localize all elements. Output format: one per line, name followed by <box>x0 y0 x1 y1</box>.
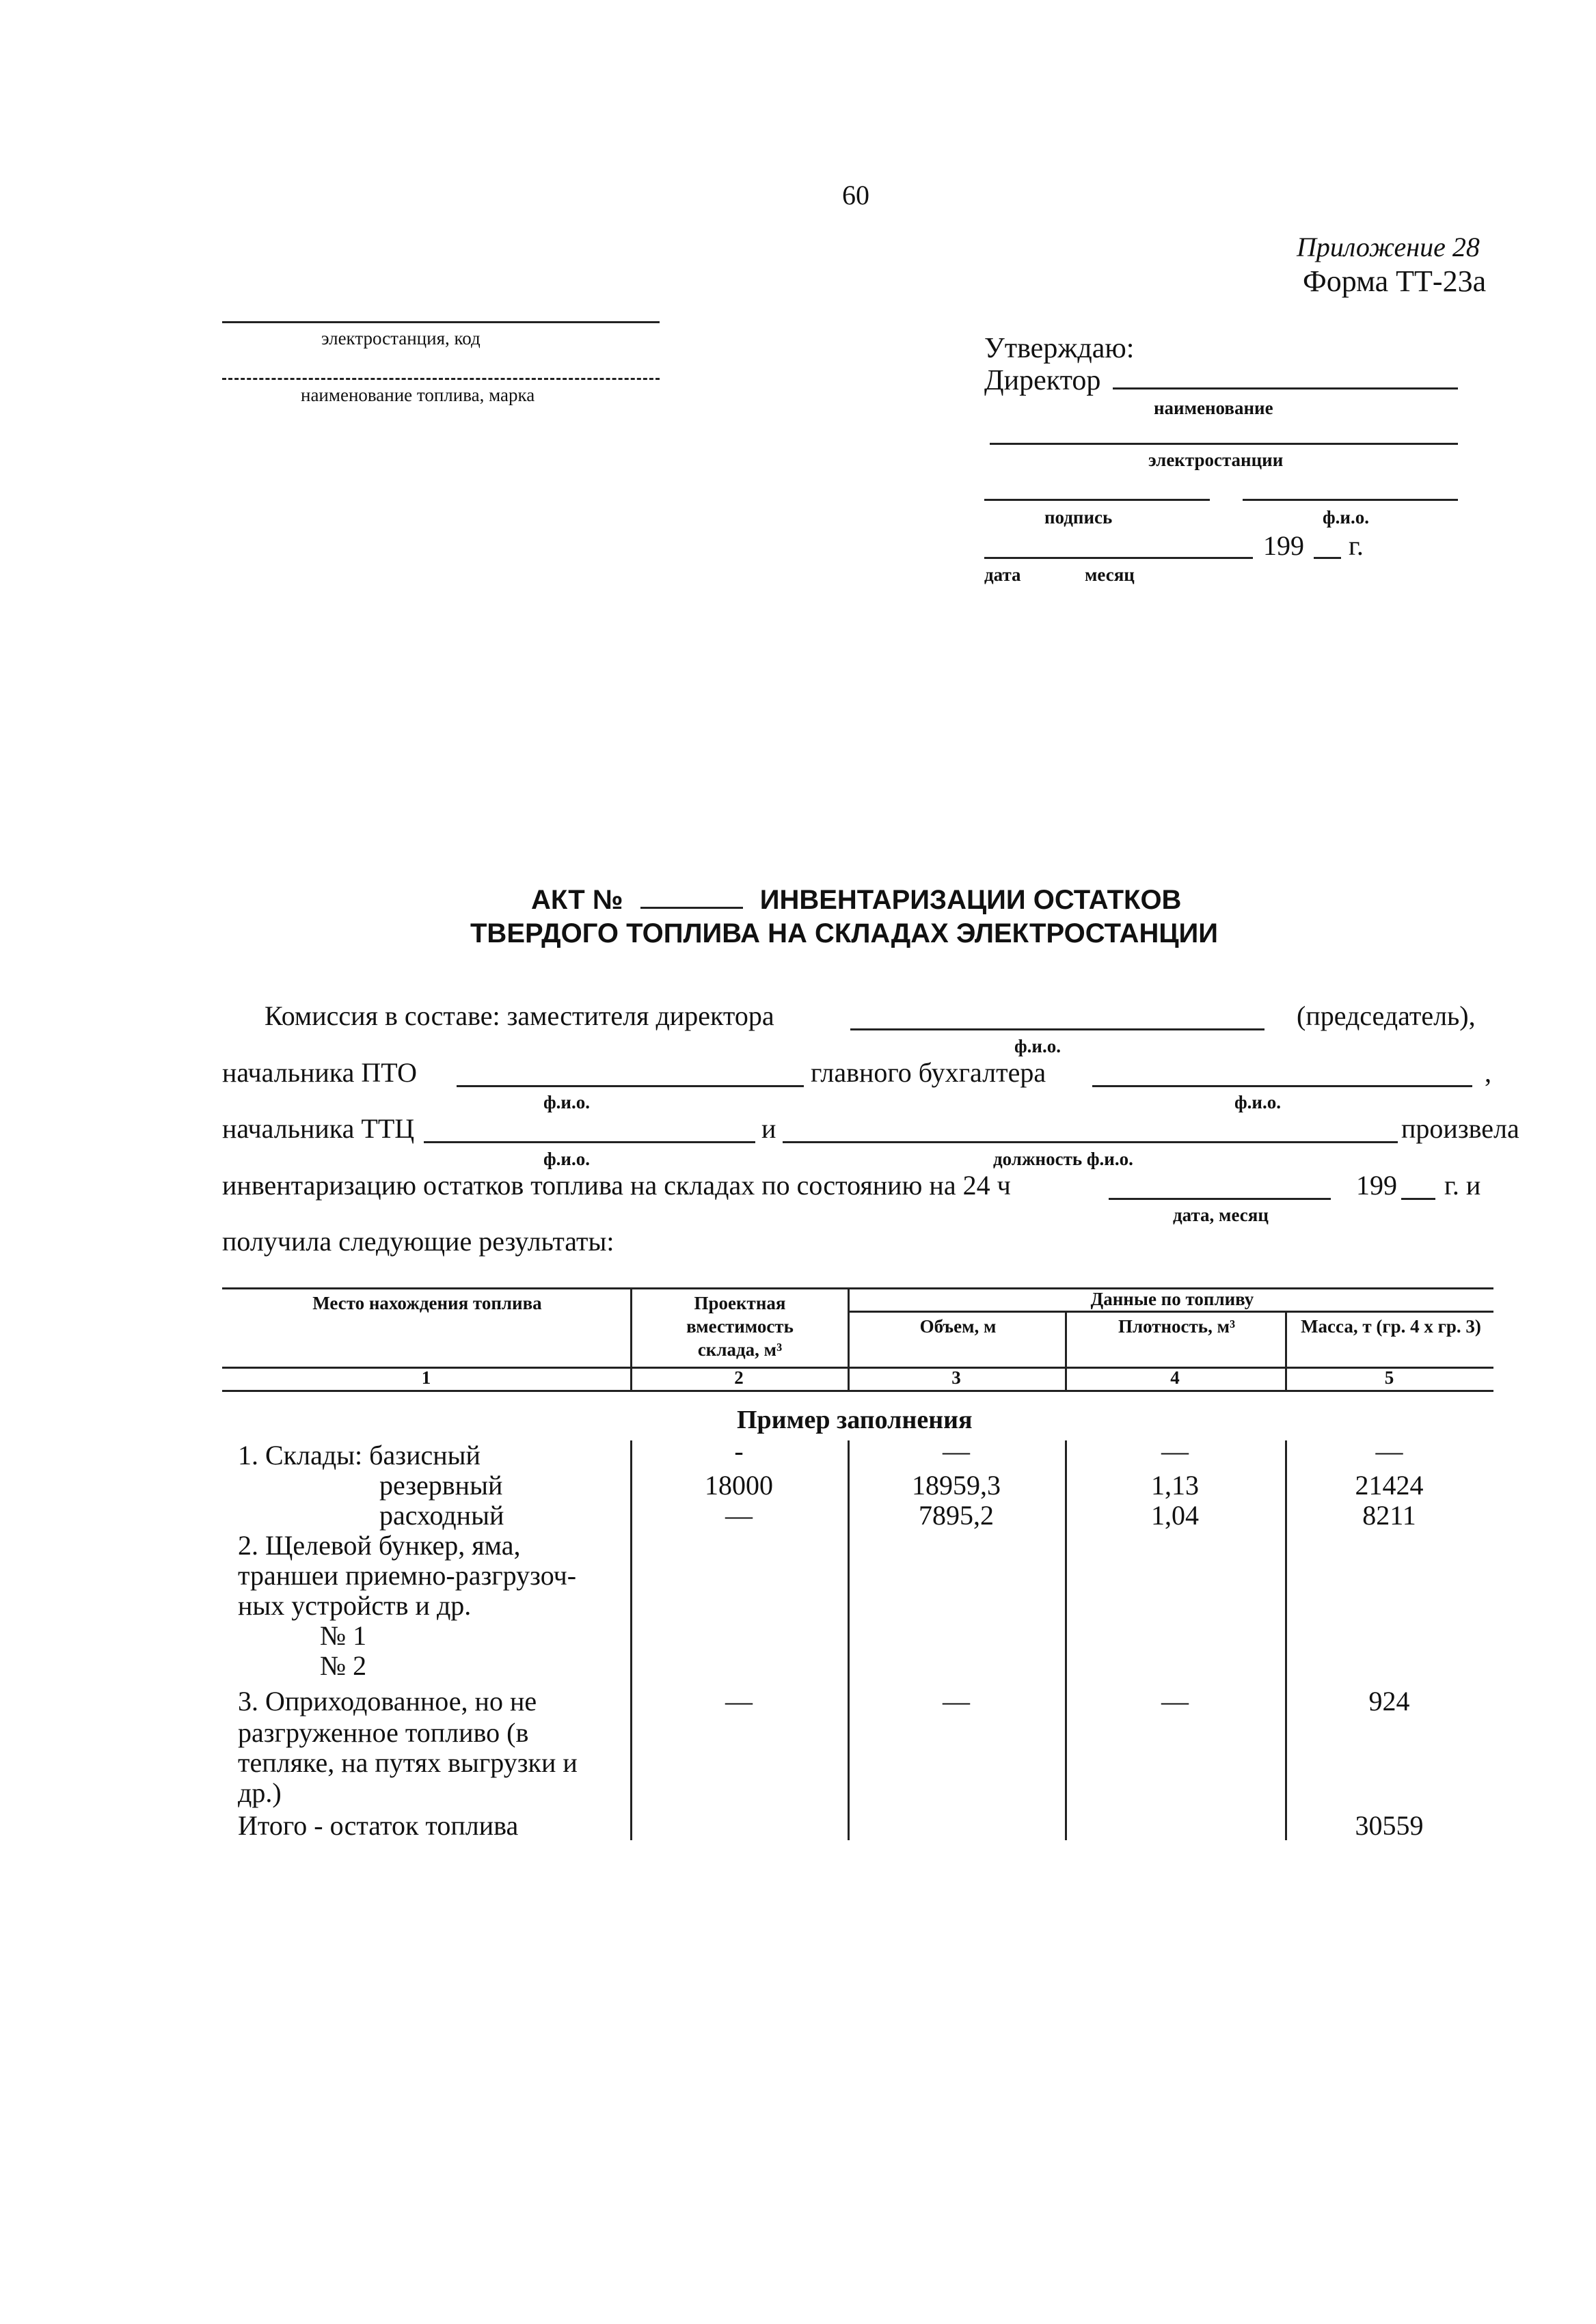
title-prefix: АКТ № <box>531 885 623 915</box>
fuel-line <box>222 378 660 380</box>
year-suffix: г. <box>1349 530 1364 561</box>
total-label: Итого - остаток топлива <box>238 1810 519 1841</box>
ttc-fio-caption: ф.и.о. <box>543 1149 590 1169</box>
total-mass: 30559 <box>1355 1810 1424 1841</box>
col3-header: Объем, м <box>919 1316 997 1337</box>
row-capacity: 18000 <box>705 1470 773 1501</box>
accountant-line <box>1092 1085 1472 1087</box>
row-density: 1,04 <box>1151 1500 1199 1531</box>
row-8-label: № 2 <box>320 1650 367 1681</box>
row-mass: 924 <box>1368 1686 1410 1717</box>
inventory-text: инвентаризацию остатков топлива на складах по состоянию на 24 ч <box>222 1170 1011 1201</box>
name-caption: наименование <box>1154 398 1273 418</box>
commission-text: Комиссия в составе: заместителя директора <box>265 1000 774 1031</box>
ttc-label: начальника ТТЦ <box>222 1113 415 1144</box>
title-suffix: ИНВЕНТАРИЗАЦИИ ОСТАТКОВ <box>759 885 1182 915</box>
colnum-2: 2 <box>734 1367 744 1388</box>
inventory-year: 199 <box>1356 1170 1397 1201</box>
chair-line <box>850 1028 1264 1030</box>
approve-label: Утверждаю: <box>984 333 1135 364</box>
station-caption: электростанции <box>1148 450 1284 470</box>
director-label: Директор <box>984 365 1101 396</box>
position-line <box>783 1141 1398 1143</box>
row-density: — <box>1161 1436 1189 1466</box>
act-number-blank <box>640 907 743 909</box>
row-mass: — <box>1375 1436 1403 1466</box>
row-7-label: № 1 <box>320 1620 367 1651</box>
year-text: 199 <box>1263 530 1304 561</box>
chair-fio-caption: ф.и.о. <box>1014 1036 1061 1056</box>
position-fio-caption: должность ф.и.о. <box>993 1149 1133 1169</box>
row-label: расходный <box>379 1500 504 1531</box>
title-line1 <box>531 885 1181 916</box>
row-12-label: др.) <box>238 1777 282 1808</box>
year-line <box>1314 557 1341 559</box>
accountant-fio-caption: ф.и.о. <box>1234 1092 1281 1112</box>
chair-label: (председатель), <box>1297 1000 1476 1031</box>
group-underline <box>848 1311 1493 1313</box>
col4-header: Плотность, м³ <box>1118 1316 1236 1337</box>
inventory-suffix: г. и <box>1444 1170 1481 1201</box>
colnum-4: 4 <box>1170 1367 1180 1388</box>
col1-header: Место нахождения топлива <box>312 1293 542 1313</box>
date-month-caption: дата, месяц <box>1173 1205 1269 1225</box>
row-5-label: траншеи приемно-разгрузоч- <box>238 1560 577 1591</box>
station-name-line <box>990 443 1458 445</box>
comma: , <box>1485 1057 1491 1088</box>
example-heading: Пример заполнения <box>737 1406 973 1434</box>
row-label: 3. Оприходованное, но не <box>238 1686 537 1717</box>
pto-label: начальника ПТО <box>222 1057 418 1088</box>
colnums-bottom-line <box>222 1390 1493 1392</box>
colnum-5: 5 <box>1384 1367 1394 1388</box>
fuel-caption: наименование топлива, марка <box>301 385 535 405</box>
row-capacity: — <box>725 1686 753 1717</box>
row-10-label: разгруженное топливо (в <box>238 1717 529 1748</box>
col5-header: Масса, т (гр. 4 х гр. 3) <box>1301 1316 1481 1337</box>
row-volume: — <box>943 1436 970 1466</box>
row-capacity: - <box>734 1436 744 1466</box>
date-line <box>984 557 1253 559</box>
title-line2: ТВЕРДОГО ТОПЛИВА НА СКЛАДАХ ЭЛЕКТРОСТАНЦИИ <box>470 918 1219 948</box>
station-code-line <box>222 321 660 323</box>
row-mass: 21424 <box>1355 1470 1424 1501</box>
ttc-line <box>424 1141 755 1143</box>
row-mass: 8211 <box>1362 1500 1416 1531</box>
fio-caption: ф.и.о. <box>1323 507 1369 528</box>
group-header: Данные по топливу <box>1090 1289 1254 1309</box>
month-caption: месяц <box>1085 564 1135 585</box>
inventory-year-line <box>1401 1198 1435 1200</box>
row-density: 1,13 <box>1151 1470 1199 1501</box>
row-capacity: — <box>725 1500 753 1531</box>
colnum-1: 1 <box>421 1367 431 1388</box>
row-label: 1. Склады: базисный <box>238 1440 481 1471</box>
performed-label: произвела <box>1401 1113 1519 1144</box>
pto-fio-caption: ф.и.о. <box>543 1092 590 1112</box>
signature-line <box>984 499 1210 501</box>
director-name-line <box>1113 387 1458 389</box>
row-volume: — <box>943 1686 970 1717</box>
inventory-date-line <box>1109 1198 1331 1200</box>
results-text: получила следующие результаты: <box>222 1226 614 1257</box>
row-label: резервный <box>379 1470 503 1501</box>
row-volume: 18959,3 <box>912 1470 1001 1501</box>
row-4-label: 2. Щелевой бункер, яма, <box>238 1530 521 1561</box>
appendix-label: Приложение 28 <box>1297 232 1480 262</box>
row-volume: 7895,2 <box>919 1500 994 1531</box>
col2-header: Проектная вместимость склада, м³ <box>686 1293 794 1360</box>
accountant-label: главного бухгалтера <box>811 1057 1046 1088</box>
pto-line <box>457 1085 804 1087</box>
fio-line <box>1243 499 1458 501</box>
row-density: — <box>1161 1686 1189 1717</box>
station-code-caption: электростанция, код <box>321 328 481 348</box>
and-label: и <box>761 1113 776 1144</box>
date-caption: дата <box>984 564 1021 585</box>
row-11-label: тепляке, на путях выгрузки и <box>238 1747 578 1778</box>
row-6-label: ных устройств и др. <box>238 1590 472 1621</box>
form-code: Форма ТТ-23а <box>1303 264 1487 298</box>
colnum-3: 3 <box>951 1367 961 1388</box>
page-number: 60 <box>842 180 869 210</box>
signature-caption: подпись <box>1044 507 1113 528</box>
